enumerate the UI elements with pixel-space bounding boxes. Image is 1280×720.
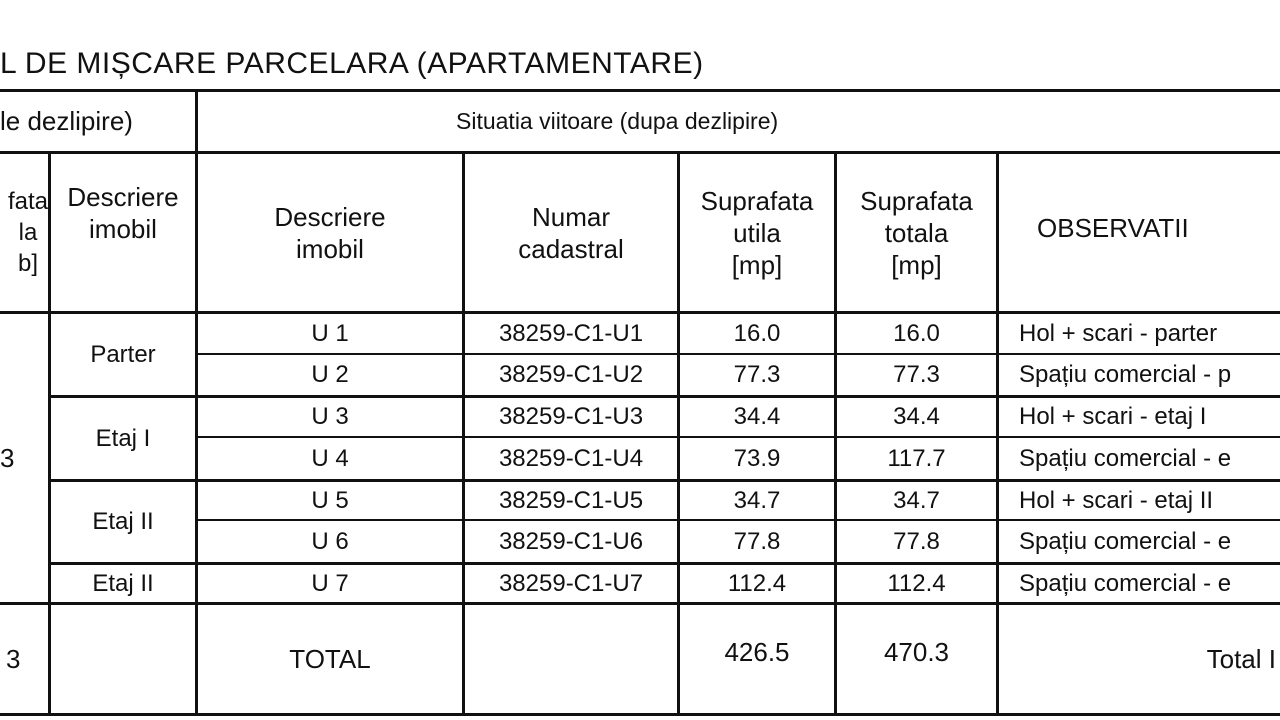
col-header-total-area: Suprafata totala [mp] — [860, 185, 973, 280]
cadastral-cell: 38259-C1-U4 — [498, 444, 644, 472]
total-area-cell: 112.4 — [887, 569, 946, 597]
floor-label: Etaj II — [92, 508, 154, 535]
observation-cell: Spațiu comercial - e — [1019, 444, 1232, 472]
future-situation-header: Situatia viitoare (dupa dezlipire) — [456, 108, 779, 134]
unit-cell: U 2 — [311, 361, 349, 388]
total-total-area: 470.3 — [883, 636, 950, 667]
unit-cell: U 6 — [311, 527, 349, 555]
col-header-desc-prev: Descriere imobil — [67, 181, 179, 244]
total-useful-area: 426.5 — [724, 636, 790, 667]
total-label: TOTAL — [289, 643, 371, 674]
useful-area-cell: 16.0 — [733, 319, 781, 347]
useful-area-cell: 34.7 — [733, 486, 781, 514]
previous-situation-header: le dezlipire) — [0, 106, 133, 136]
observation-cell: Spațiu comercial - p — [1019, 361, 1232, 388]
total-surface-partial: 3 — [6, 643, 21, 674]
floor-label: Etaj I — [95, 424, 151, 452]
cadastral-cell: 38259-C1-U6 — [498, 527, 644, 555]
unit-cell: U 4 — [311, 444, 349, 472]
total-area-cell: 34.4 — [893, 403, 940, 430]
col-header-observations: OBSERVATII — [1037, 212, 1189, 243]
rule-bottom — [0, 713, 1280, 716]
unit-cell: U 1 — [311, 319, 349, 347]
observation-cell: Hol + scari - etaj II — [1019, 486, 1214, 514]
col-header-surface-partial: fata la b] — [7, 188, 48, 277]
col-header-useful-area: Suprafata utila [mp] — [700, 185, 814, 280]
observation-cell: Hol + scari - parter — [1019, 319, 1218, 347]
floor-label: Etaj II — [92, 569, 154, 597]
cadastral-cell: 38259-C1-U2 — [498, 361, 644, 388]
col-header-desc-future: Descriere imobil — [274, 201, 386, 264]
col-header-cadastral: Numar cadastral — [518, 201, 624, 264]
unit-cell: U 5 — [311, 486, 349, 514]
total-area-cell: 16.0 — [893, 319, 940, 347]
useful-area-cell: 77.3 — [733, 361, 781, 388]
total-area-cell: 117.7 — [887, 444, 946, 472]
useful-area-cell: 34.4 — [733, 403, 781, 430]
cadastral-cell: 38259-C1-U3 — [498, 403, 644, 430]
observation-cell: Spațiu comercial - e — [1019, 527, 1232, 555]
total-observation: Total I — [1206, 643, 1276, 674]
observation-cell: Hol + scari - etaj I — [1019, 403, 1207, 430]
document-title: L DE MIȘCARE PARCELARA (APARTAMENTARE) — [0, 47, 704, 80]
total-area-cell: 77.8 — [893, 527, 940, 555]
observation-cell: Spațiu comercial - e — [1019, 569, 1232, 597]
useful-area-cell: 77.8 — [733, 527, 781, 555]
surface-partial-value: 3 — [0, 442, 15, 473]
total-area-cell: 34.7 — [893, 486, 940, 514]
cadastral-cell: 38259-C1-U5 — [498, 486, 644, 514]
unit-cell: U 7 — [311, 569, 349, 597]
useful-area-cell: 73.9 — [733, 444, 781, 472]
cadastral-cell: 38259-C1-U7 — [498, 569, 644, 597]
unit-cell: U 3 — [311, 403, 349, 430]
useful-area-cell: 112.4 — [727, 569, 787, 597]
floor-label: Parter — [90, 340, 156, 368]
total-area-cell: 77.3 — [893, 361, 940, 388]
cadastral-cell: 38259-C1-U1 — [498, 319, 644, 347]
